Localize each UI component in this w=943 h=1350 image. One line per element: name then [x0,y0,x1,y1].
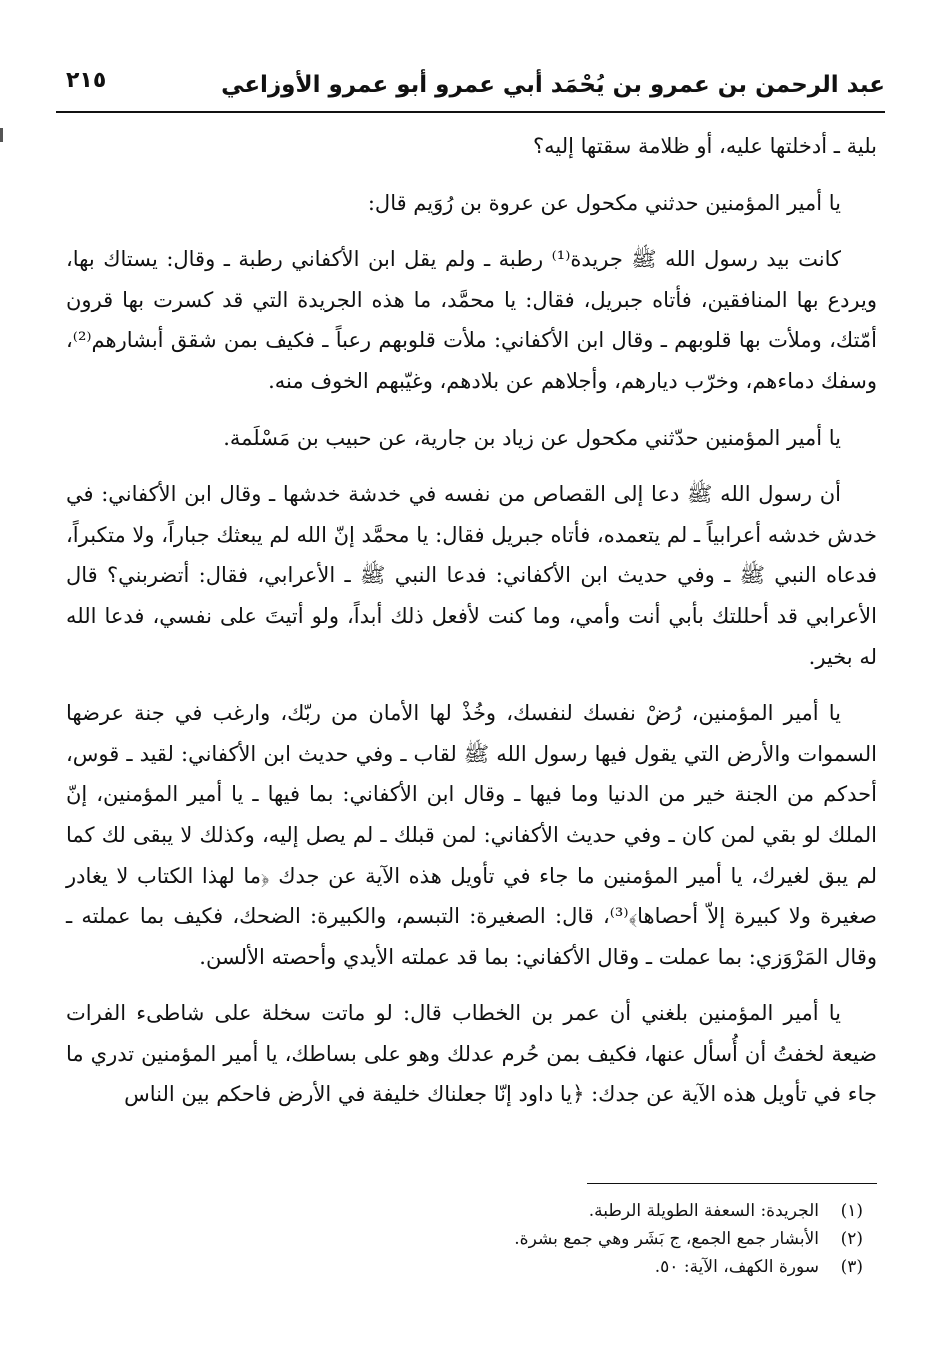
footnotes [66,1197,863,1281]
paragraph: يا أمير المؤمنين، رُضْ نفسك لنفسك، وخُذْ لها الأمان من ربّك، وارغب في جنة عرضها السموات والأرض التي يقول فيها رسول الله ﷺ لقاب ـ وفي حديث ابن الأكفاني: لقيد ـ قوس، أحدكم من الجنة خير من الدنيا وما فيها ـ وقال ابن الأكفاني: بما فيها ـ يا أمير المؤمنين، إنّ الملك لو بقي لمن كان ـ وفي حديث الأكفاني: لمن قبلك ـ لم يصل إليه، وكذلك لا يبقى لك كما لم يبق لغيرك، يا أمير المؤمنين ما جاء في تأويل هذه الآية عن جدك ﴿ما لهذا الكتاب لا يغادر صغيرة ولا كبيرة إلاّ أحصاها﴾⁽³⁾، قال: الصغيرة: التبسم، والكبيرة: الضحك، فكيف بما عملته ـ وقال المَرْوَزي: بما عملت ـ وقال الأكفاني: بما قد عملته الأيدي وأحصته الألسن. [66,701,877,969]
running-title: عبد الرحمن بن عمرو بن يُحْمَد أبي عمرو أبو عمرو الأوزاعي [221,72,885,98]
paragraph: أن رسول الله ﷺ دعا إلى القصاص من نفسه في خدشة خدشها ـ وقال ابن الأكفاني: في خدش خدشه أعرابياً ـ لم يتعمده، فأتاه جبريل فقال: يا محمَّد إنّ الله لم يبعثك جباراً، ولا متكبراً، فدعاه النبي ﷺ ـ وفي حديث ابن الأكفاني: فدعا النبي ﷺ ـ الأعرابي، فقال: أتضربني؟ قال الأعرابي قد أحللتك بأبي أنت وأمي، وما كنت لأفعل ذلك أبداً، ولو أتيتَ على نفسي، فدعا الله له بخير. [66,482,878,669]
footnote-number: (٣) [840,1257,863,1277]
paragraph: كانت بيد رسول الله ﷺ جريدة⁽¹⁾ رطبة ـ ولم يقل ابن الأكفاني رطبة ـ وقال: يستاك بها، ويردع بها المنافقين، فأتاه جبريل، فقال: يا محمَّد، ما هذه الجريدة التي قد كسرت بها قرون أمّتك، وملأت بها قلوبهم ـ وقال ابن الأكفاني: ملأت قلوبهم رعباً ـ فكيف بمن شقق أبشارهم⁽²⁾، وسفك دماءهم، وخرّب ديارهم، وأجلاهم عن بلادهم، وغيّبهم الخوف منه. [66,247,877,393]
footnote [66,1197,863,1225]
footnote-rule [587,1183,877,1184]
body-text [66,126,877,1121]
footnote [66,1225,863,1253]
footnote-number: (٢) [840,1229,863,1249]
footnote-text: سورة الكهف، الآية: ٥٠. [654,1257,819,1277]
paragraph: يا أمير المؤمنين حدّثني مكحول عن زياد بن جارية، عن حبيب بن مَسْلَمة. [223,425,841,450]
footnote [66,1253,863,1281]
footnote-number: (١) [840,1201,863,1221]
footnote-text: الجريدة: السعفة الطويلة الرطبة. [588,1201,819,1221]
scan-edge-mark [0,128,3,142]
page-header [56,64,885,106]
page-number: ٢١٥ [66,68,107,93]
paragraph: يا أمير المؤمنين بلغني أن عمر بن الخطاب قال: لو ماتت سخلة على شاطىء الفرات ضيعة لخفتُ أن أُسأل عنها، فكيف بمن حُرم عدلك وهو على بساطك، يا أمير المؤمنين تدري ما جاء في تأويل هذه الآية عن جدك: ﴿يا داود إنّا جعلناك خليفة في الأرض فاحكم بين الناس [66,1001,877,1107]
header-rule [56,111,885,113]
footnote-text: الأبشار جمع الجمع، ج بَشَر وهي جمع بشرة. [514,1229,819,1249]
paragraph: يا أمير المؤمنين حدثني مكحول عن عروة بن رُوَيم قال: [367,190,841,215]
paragraph: بلية ـ أدخلتها عليه، أو ظلامة سقتها إليه؟ [533,134,877,158]
